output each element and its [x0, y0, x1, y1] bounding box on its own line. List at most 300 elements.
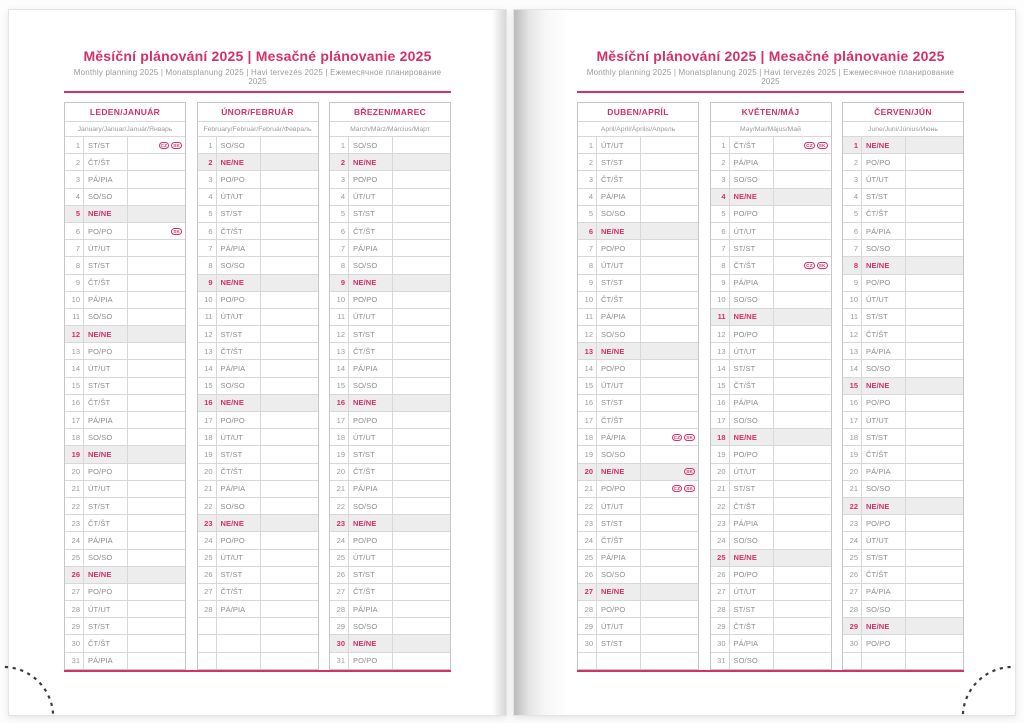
day-abbr: PÁ/PIA	[84, 412, 128, 428]
day-number: 18	[843, 429, 862, 445]
day-row	[330, 257, 450, 274]
day-number: 29	[711, 618, 730, 634]
day-row	[711, 309, 831, 326]
day-number: 3	[65, 171, 84, 187]
day-number: 7	[578, 240, 597, 256]
day-number: 16	[843, 395, 862, 411]
day-row	[711, 498, 831, 515]
day-row	[65, 601, 185, 618]
day-abbr: PÁ/PIA	[349, 360, 393, 376]
month-column	[842, 102, 964, 670]
notes-cell	[261, 584, 318, 600]
day-row	[65, 189, 185, 206]
notes-cell	[774, 171, 831, 187]
day-abbr: PO/PO	[730, 567, 774, 583]
day-number: 25	[198, 550, 217, 566]
day-number: 4	[711, 189, 730, 205]
day-abbr: SO/SO	[217, 257, 261, 273]
day-abbr: SO/SO	[217, 137, 261, 153]
day-abbr: ÚT/UT	[217, 429, 261, 445]
day-row	[198, 137, 318, 154]
day-abbr: ČT/ŠT	[730, 498, 774, 514]
day-abbr: ČT/ŠT	[862, 326, 906, 342]
day-number: 24	[711, 532, 730, 548]
day-abbr: NE/NE	[862, 498, 906, 514]
day-row	[843, 360, 963, 377]
notes-cell	[128, 240, 185, 256]
notes-cell	[906, 498, 963, 514]
notes-cell	[261, 635, 318, 651]
notes-cell	[906, 189, 963, 205]
day-row	[843, 240, 963, 257]
notes-cell	[906, 550, 963, 566]
day-row	[198, 189, 318, 206]
day-abbr: ČT/ŠT	[84, 275, 128, 291]
day-number: 23	[578, 515, 597, 531]
day-abbr: ČT/ŠT	[217, 343, 261, 359]
day-abbr: PO/PO	[730, 326, 774, 342]
notes-cell	[774, 154, 831, 170]
day-abbr: ÚT/UT	[730, 584, 774, 600]
day-number: 3	[578, 171, 597, 187]
day-abbr: SO/SO	[862, 360, 906, 376]
day-row	[65, 154, 185, 171]
notes-cell	[906, 137, 963, 153]
day-number: 4	[330, 189, 349, 205]
day-number: 19	[578, 446, 597, 462]
holiday-badge-cz: CZ	[806, 262, 813, 268]
day-row	[65, 171, 185, 188]
month-column	[197, 102, 319, 670]
day-abbr: ST/ST	[730, 240, 774, 256]
notes-cell	[128, 137, 185, 153]
day-number: 17	[65, 412, 84, 428]
day-number: 15	[578, 378, 597, 394]
day-number	[198, 635, 217, 651]
day-abbr: ST/ST	[862, 429, 906, 445]
day-number: 10	[65, 292, 84, 308]
day-number: 30	[65, 635, 84, 651]
day-number: 8	[198, 257, 217, 273]
day-abbr: ST/ST	[349, 446, 393, 462]
notes-cell	[641, 223, 698, 239]
notes-cell	[774, 378, 831, 394]
notes-cell	[128, 464, 185, 480]
notes-cell	[261, 395, 318, 411]
page-title: Měsíční plánování 2025 | Mesačné plánovanie 2025	[83, 48, 432, 64]
top-rule	[577, 91, 964, 93]
day-row	[198, 481, 318, 498]
day-abbr: PO/PO	[217, 412, 261, 428]
day-row	[711, 515, 831, 532]
holiday-badge-cz: CZ	[673, 486, 681, 492]
notes-cell	[128, 601, 185, 617]
day-abbr: ÚT/UT	[84, 601, 128, 617]
day-abbr: NE/NE	[730, 189, 774, 205]
day-abbr: ST/ST	[862, 309, 906, 325]
day-number: 21	[578, 481, 597, 497]
day-abbr: ST/ST	[597, 154, 641, 170]
day-row	[65, 464, 185, 481]
day-abbr	[862, 653, 906, 669]
day-row	[578, 154, 698, 171]
notes-cell	[128, 395, 185, 411]
day-number: 26	[711, 567, 730, 583]
day-number: 30	[843, 635, 862, 651]
day-row	[578, 326, 698, 343]
day-number: 14	[578, 360, 597, 376]
notes-cell	[128, 584, 185, 600]
day-row	[578, 206, 698, 223]
notes-cell	[261, 653, 318, 669]
day-abbr	[217, 635, 261, 651]
notes-cell	[906, 206, 963, 222]
day-row	[578, 292, 698, 309]
day-number: 1	[578, 137, 597, 153]
notes-cell	[906, 601, 963, 617]
notes-cell	[393, 378, 450, 394]
day-abbr: SO/SO	[349, 498, 393, 514]
notes-cell	[261, 429, 318, 445]
month-subtitle: June/Juni/Június/Июнь	[843, 122, 963, 137]
day-number: 22	[843, 498, 862, 514]
day-row	[330, 550, 450, 567]
day-number: 6	[711, 223, 730, 239]
day-row	[578, 429, 698, 446]
day-row	[711, 550, 831, 567]
day-abbr: ÚT/UT	[84, 481, 128, 497]
day-row	[711, 343, 831, 360]
day-abbr: NE/NE	[349, 275, 393, 291]
day-abbr: ÚT/UT	[217, 309, 261, 325]
notes-cell	[393, 257, 450, 273]
notes-cell	[393, 223, 450, 239]
notes-cell	[641, 446, 698, 462]
notes-cell	[774, 567, 831, 583]
day-row	[198, 429, 318, 446]
holiday-badge-cz: CZ	[673, 434, 681, 440]
day-abbr: PÁ/PIA	[862, 584, 906, 600]
notes-cell	[261, 309, 318, 325]
notes-cell	[128, 171, 185, 187]
notes-cell	[128, 446, 185, 462]
holiday-badge-cz: CZ	[160, 142, 168, 148]
day-abbr: SO/SO	[862, 601, 906, 617]
day-number: 16	[711, 395, 730, 411]
notes-cell	[774, 446, 831, 462]
day-row	[330, 171, 450, 188]
day-number: 3	[843, 171, 862, 187]
day-abbr: ST/ST	[730, 360, 774, 376]
day-number: 11	[843, 309, 862, 325]
day-abbr: ČT/ŠT	[217, 584, 261, 600]
bottom-rule	[577, 670, 964, 672]
day-number: 10	[578, 292, 597, 308]
day-number: 15	[198, 378, 217, 394]
day-abbr: PÁ/PIA	[862, 464, 906, 480]
day-row	[711, 189, 831, 206]
day-row	[330, 412, 450, 429]
day-row	[711, 154, 831, 171]
notes-cell	[393, 292, 450, 308]
notes-cell	[128, 326, 185, 342]
notes-cell	[774, 395, 831, 411]
day-row	[330, 498, 450, 515]
day-abbr: PO/PO	[349, 292, 393, 308]
day-number: 23	[711, 515, 730, 531]
day-number: 1	[65, 137, 84, 153]
day-number: 25	[843, 550, 862, 566]
day-number: 29	[330, 618, 349, 634]
notes-cell	[128, 360, 185, 376]
notes-cell	[393, 137, 450, 153]
day-number: 6	[578, 223, 597, 239]
notes-cell	[261, 206, 318, 222]
day-abbr: ÚT/UT	[597, 137, 641, 153]
day-abbr: NE/NE	[217, 395, 261, 411]
day-row	[65, 343, 185, 360]
day-row	[65, 223, 185, 240]
notes-cell	[906, 360, 963, 376]
notes-cell	[128, 206, 185, 222]
notes-cell	[774, 309, 831, 325]
day-number: 22	[65, 498, 84, 514]
day-row	[65, 257, 185, 274]
month-subtitle: March/März/Március/Март	[330, 122, 450, 137]
notes-cell	[641, 498, 698, 514]
day-row	[578, 532, 698, 549]
notes-cell	[641, 292, 698, 308]
day-abbr: SO/SO	[730, 412, 774, 428]
day-number: 8	[330, 257, 349, 273]
day-number: 13	[578, 343, 597, 359]
day-number: 28	[578, 601, 597, 617]
day-row	[843, 618, 963, 635]
day-number: 13	[330, 343, 349, 359]
day-number: 20	[330, 464, 349, 480]
day-row	[65, 618, 185, 635]
day-abbr: ČT/ŠT	[597, 292, 641, 308]
day-row	[843, 584, 963, 601]
day-abbr: PÁ/PIA	[730, 275, 774, 291]
notes-cell	[774, 360, 831, 376]
day-number: 6	[65, 223, 84, 239]
day-row	[198, 275, 318, 292]
day-row	[198, 326, 318, 343]
day-number: 26	[843, 567, 862, 583]
day-abbr: PO/PO	[349, 171, 393, 187]
day-number: 10	[711, 292, 730, 308]
top-rule	[64, 91, 451, 93]
day-number: 19	[198, 446, 217, 462]
day-number: 19	[711, 446, 730, 462]
notes-cell	[774, 481, 831, 497]
day-row	[843, 292, 963, 309]
day-row	[65, 653, 185, 669]
day-number: 19	[65, 446, 84, 462]
day-number: 17	[843, 412, 862, 428]
notes-cell	[393, 464, 450, 480]
day-number: 3	[330, 171, 349, 187]
day-abbr: NE/NE	[217, 515, 261, 531]
day-row	[330, 223, 450, 240]
day-row	[711, 464, 831, 481]
month-subtitle: January/Januar/Január/Январь	[65, 122, 185, 137]
day-row	[198, 532, 318, 549]
day-abbr: NE/NE	[597, 464, 641, 480]
day-row	[843, 429, 963, 446]
day-abbr: ÚT/UT	[730, 223, 774, 239]
day-number: 11	[578, 309, 597, 325]
month-title: ÚNOR/FEBRUÁR	[198, 103, 318, 122]
day-row	[711, 378, 831, 395]
notes-cell	[774, 601, 831, 617]
holiday-badge-sk: SK	[686, 434, 693, 440]
day-abbr: SO/SO	[862, 240, 906, 256]
day-abbr: ST/ST	[597, 515, 641, 531]
day-abbr: ST/ST	[217, 326, 261, 342]
day-abbr: ST/ST	[84, 378, 128, 394]
notes-cell	[261, 223, 318, 239]
day-number: 4	[198, 189, 217, 205]
day-number: 28	[330, 601, 349, 617]
notes-cell	[774, 257, 831, 273]
day-row	[65, 395, 185, 412]
day-row	[198, 584, 318, 601]
day-abbr: NE/NE	[862, 378, 906, 394]
day-number	[843, 653, 862, 669]
day-number: 5	[843, 206, 862, 222]
day-row	[843, 171, 963, 188]
day-abbr: ÚT/UT	[597, 257, 641, 273]
day-number: 23	[198, 515, 217, 531]
notes-cell	[128, 275, 185, 291]
notes-cell	[641, 257, 698, 273]
day-abbr: ST/ST	[84, 137, 128, 153]
day-abbr: PO/PO	[217, 292, 261, 308]
notes-cell	[393, 206, 450, 222]
day-abbr: ST/ST	[597, 395, 641, 411]
day-number: 16	[198, 395, 217, 411]
day-abbr: PÁ/PIA	[84, 653, 128, 669]
notes-cell	[641, 635, 698, 651]
day-row	[711, 601, 831, 618]
day-row	[711, 257, 831, 274]
day-row	[578, 137, 698, 154]
notes-cell	[128, 635, 185, 651]
gutter-shadow-left	[492, 10, 506, 715]
day-number: 15	[65, 378, 84, 394]
day-number: 28	[65, 601, 84, 617]
day-abbr: PÁ/PIA	[217, 360, 261, 376]
notes-cell	[774, 223, 831, 239]
day-abbr: ÚT/UT	[730, 464, 774, 480]
day-abbr: ČT/ŠT	[597, 412, 641, 428]
day-row	[843, 223, 963, 240]
day-abbr: PO/PO	[597, 481, 641, 497]
day-row	[578, 618, 698, 635]
day-abbr: SO/SO	[597, 326, 641, 342]
day-abbr: ČT/ŠT	[597, 532, 641, 548]
day-abbr: PÁ/PIA	[84, 532, 128, 548]
day-abbr: PÁ/PIA	[730, 154, 774, 170]
day-row	[578, 275, 698, 292]
notes-cell	[641, 309, 698, 325]
day-number: 19	[843, 446, 862, 462]
day-row	[711, 137, 831, 154]
day-row	[198, 343, 318, 360]
notes-cell	[906, 481, 963, 497]
day-abbr: ČT/ŠT	[84, 395, 128, 411]
day-row	[330, 446, 450, 463]
day-number: 30	[578, 635, 597, 651]
day-row	[65, 378, 185, 395]
day-abbr: PÁ/PIA	[349, 601, 393, 617]
day-row	[578, 635, 698, 652]
notes-cell	[393, 326, 450, 342]
notes-cell	[906, 412, 963, 428]
notes-cell	[641, 171, 698, 187]
day-abbr: SO/SO	[84, 550, 128, 566]
day-row	[843, 137, 963, 154]
day-abbr: ÚT/UT	[862, 292, 906, 308]
day-number: 11	[198, 309, 217, 325]
notes-cell	[393, 446, 450, 462]
day-number: 12	[711, 326, 730, 342]
day-number: 9	[330, 275, 349, 291]
day-row	[198, 378, 318, 395]
notes-cell	[774, 137, 831, 153]
bottom-rule	[64, 670, 451, 672]
day-number: 6	[843, 223, 862, 239]
notes-cell	[641, 618, 698, 634]
day-abbr: ČT/ŠT	[862, 567, 906, 583]
day-row	[843, 515, 963, 532]
month-title: KVĚTEN/MÁJ	[711, 103, 831, 122]
day-abbr: PÁ/PIA	[597, 189, 641, 205]
day-number: 3	[198, 171, 217, 187]
day-number: 1	[711, 137, 730, 153]
day-abbr: ST/ST	[349, 567, 393, 583]
notes-cell	[774, 189, 831, 205]
day-abbr: ST/ST	[217, 446, 261, 462]
notes-cell	[261, 464, 318, 480]
day-row	[65, 481, 185, 498]
notes-cell	[774, 653, 831, 669]
day-row	[578, 223, 698, 240]
day-abbr: PO/PO	[84, 343, 128, 359]
month-title: ČERVEN/JÚN	[843, 103, 963, 122]
day-number: 21	[711, 481, 730, 497]
day-number: 17	[330, 412, 349, 428]
notes-cell	[774, 326, 831, 342]
notes-cell	[906, 464, 963, 480]
day-number: 6	[330, 223, 349, 239]
notes-cell	[128, 378, 185, 394]
notes-cell	[128, 309, 185, 325]
day-number: 31	[711, 653, 730, 669]
day-abbr: PÁ/PIA	[349, 240, 393, 256]
right-page-content	[577, 10, 964, 672]
notes-cell	[774, 550, 831, 566]
day-row	[711, 567, 831, 584]
notes-cell	[641, 601, 698, 617]
day-abbr: NE/NE	[862, 137, 906, 153]
day-row	[198, 206, 318, 223]
month-title: DUBEN/APRÍL	[578, 103, 698, 122]
notes-cell	[261, 378, 318, 394]
day-number: 24	[330, 532, 349, 548]
